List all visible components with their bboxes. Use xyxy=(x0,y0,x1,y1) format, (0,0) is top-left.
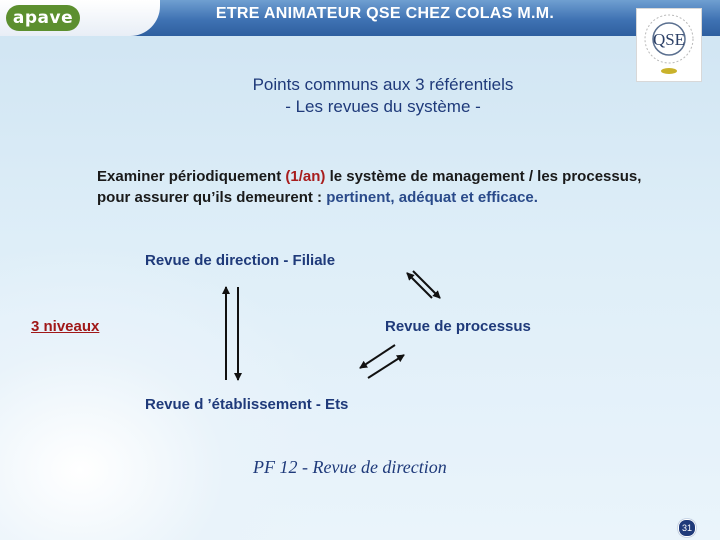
paragraph-text-1: Examiner périodiquement xyxy=(97,168,286,185)
qualities-text: pertinent, adéquat et efficace. xyxy=(326,189,538,206)
frequency-text: (1/an) xyxy=(285,168,326,185)
label-3-niveaux: 3 niveaux xyxy=(31,318,100,335)
badge-text: QSE xyxy=(652,30,686,49)
arrow-diag-top-2 xyxy=(413,271,440,298)
slide-subtitle-line2: - Les revues du système - xyxy=(285,97,481,116)
label-revue-direction: Revue de direction - Filiale xyxy=(145,252,336,269)
logo-text: apave xyxy=(6,5,80,31)
label-revue-processus: Revue de processus xyxy=(385,318,531,335)
slide-header-title: ETRE ANIMATEUR QSE CHEZ COLAS M.M. xyxy=(215,5,555,22)
paragraph-text-2: le système de management / les processus, pour assurer qu’ils demeurent : xyxy=(97,168,642,206)
label-revue-etablissement: Revue d ’établissement - Ets xyxy=(145,396,349,413)
page-number-badge: 31 xyxy=(678,519,696,537)
reference-procedure: PF 12 - Revue de direction xyxy=(253,457,447,477)
slide-subtitle-line1: Points communs aux 3 référentiels xyxy=(252,75,514,94)
